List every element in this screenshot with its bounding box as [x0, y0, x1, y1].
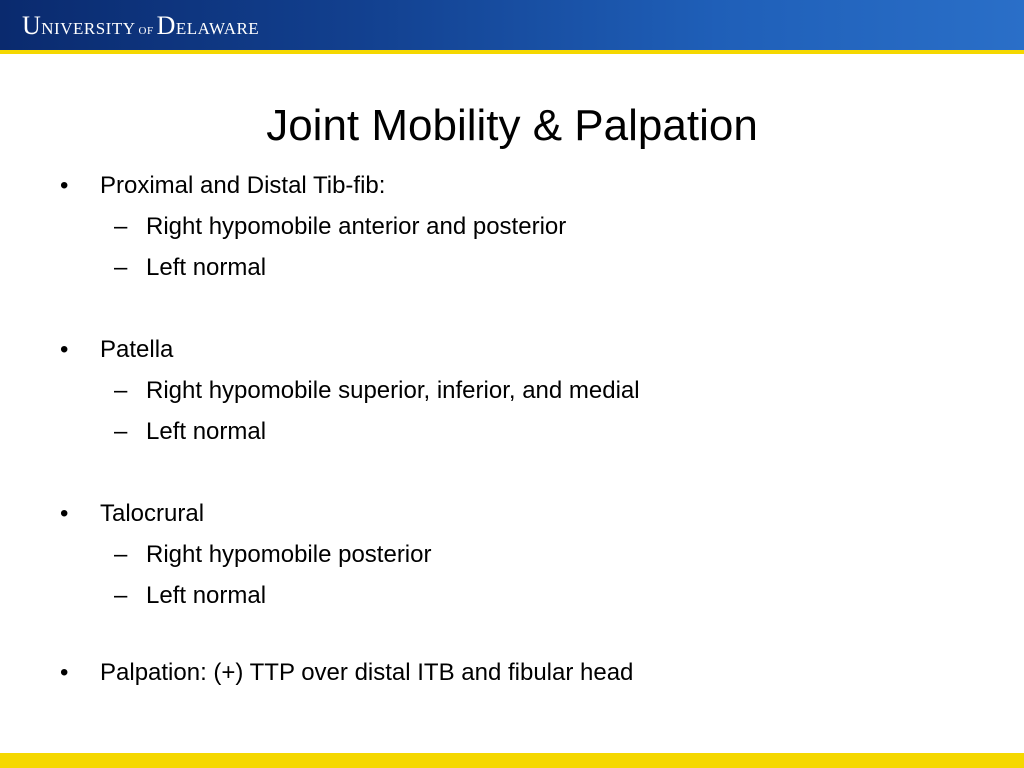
footer-gold-stripe: [0, 753, 1024, 768]
bullet-mark: •: [60, 659, 69, 686]
sub-bullet-text: Left normal: [146, 582, 267, 609]
logo-d: D: [156, 11, 176, 40]
sub-bullet-text: Right hypomobile posterior: [146, 541, 432, 568]
slide-title: Joint Mobility & Palpation: [266, 101, 758, 150]
logo-elaware: ELAWARE: [175, 19, 260, 38]
logo-of: OF: [138, 25, 154, 37]
sub-bullet-mark: –: [114, 582, 128, 609]
bullet-mark: •: [60, 500, 69, 527]
logo-niversity: NIVERSITY: [41, 19, 136, 38]
bullet-mark: •: [60, 172, 69, 199]
bullet-text: Patella: [100, 336, 174, 363]
sub-bullet-mark: –: [114, 254, 128, 281]
sub-bullet-mark: –: [114, 541, 128, 568]
bullet-text: Palpation: (+) TTP over distal ITB and fibular head: [100, 659, 634, 686]
logo-u: U: [22, 11, 42, 40]
bullet-mark: •: [60, 336, 69, 363]
sub-bullet-mark: –: [114, 418, 128, 445]
bullet-text: Talocrural: [100, 500, 205, 527]
sub-bullet-mark: –: [114, 213, 128, 240]
bullet-text: Proximal and Distal Tib-fib:: [100, 172, 386, 199]
sub-bullet-text: Right hypomobile anterior and posterior: [146, 213, 567, 240]
sub-bullet-mark: –: [114, 377, 128, 404]
sub-bullet-text: Left normal: [146, 254, 267, 281]
sub-bullet-text: Right hypomobile superior, inferior, and medial: [146, 377, 640, 404]
sub-bullet-text: Left normal: [146, 418, 267, 445]
